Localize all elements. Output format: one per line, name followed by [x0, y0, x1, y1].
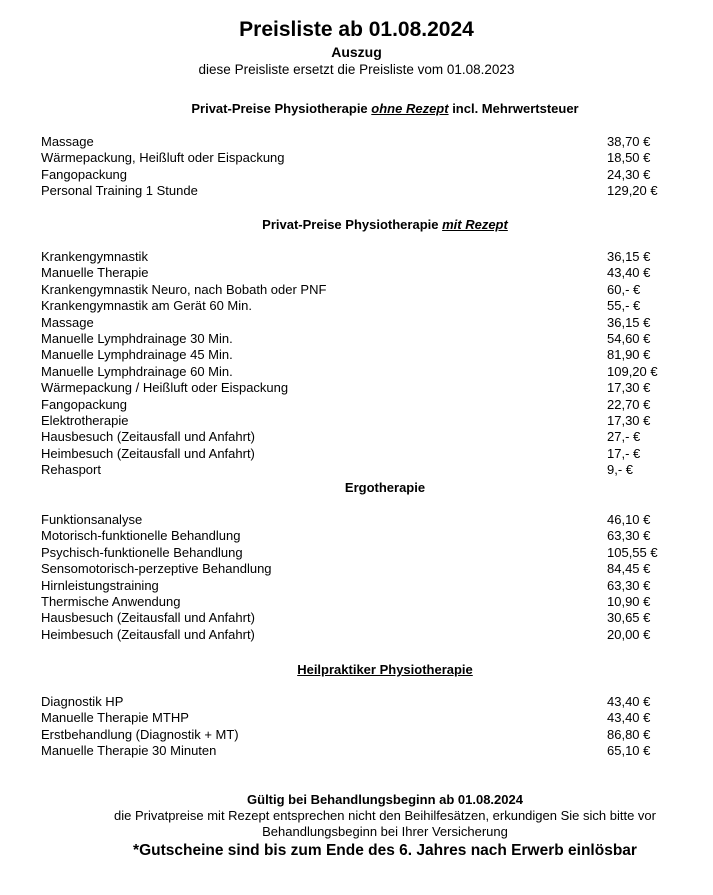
service-price: 36,15 € — [607, 249, 651, 264]
service-price: 27,- € — [607, 429, 641, 445]
service-name: Manuelle Therapie — [41, 265, 149, 281]
service-price: 9,- € — [607, 462, 634, 478]
service-price: 81,90 € — [607, 347, 651, 363]
service-name: Funktionsanalyse — [41, 512, 143, 527]
service-name: Fangopackung — [41, 166, 128, 182]
price-row — [41, 545, 671, 561]
price-row — [41, 380, 671, 396]
service-price: 38,70 € — [607, 134, 651, 149]
price-row — [41, 150, 671, 166]
service-price: 36,15 € — [607, 314, 651, 330]
service-price: 20,00 € — [607, 626, 651, 642]
service-price: 84,45 € — [607, 561, 651, 577]
price-row — [41, 578, 671, 594]
service-price: 105,55 € — [607, 544, 658, 560]
section-heading-privat-mit-rezept — [0, 217, 713, 232]
section-heading-privat-ohne-rezept — [0, 101, 713, 116]
price-row — [41, 331, 671, 347]
price-row — [41, 610, 671, 626]
service-price: 63,30 € — [607, 577, 651, 593]
service-name: Motorisch-funktionelle Behandlung — [41, 528, 241, 544]
heading-emphasis: mit Rezept — [442, 217, 508, 232]
heading-text: Privat-Preise Physiotherapie — [262, 217, 443, 232]
price-row — [41, 743, 671, 759]
service-price: 17,- € — [607, 445, 641, 461]
service-price: 22,70 € — [607, 396, 651, 412]
service-name: Massage — [41, 314, 94, 330]
heading-text: incl. Mehrwertsteuer — [448, 101, 579, 116]
service-name: Krankengymnastik — [41, 249, 148, 264]
service-price: 65,10 € — [607, 743, 651, 759]
voucher-note: *Gutscheine sind bis zum Ende des 6. Jahres nach Erwerb einlösbar — [133, 842, 637, 859]
price-row — [41, 249, 671, 265]
price-row — [41, 315, 671, 331]
service-name: Personal Training 1 Stunde — [41, 183, 198, 199]
price-row — [41, 594, 671, 610]
service-name: Manuelle Lymphdrainage 45 Min. — [41, 347, 233, 363]
price-row — [41, 347, 671, 363]
price-row — [41, 364, 671, 380]
service-name: Manuelle Therapie 30 Minuten — [41, 743, 217, 759]
service-name: Psychisch-funktionelle Behandlung — [41, 544, 243, 560]
service-price: 18,50 € — [607, 150, 651, 166]
price-row — [41, 512, 671, 528]
service-price: 109,20 € — [607, 363, 658, 379]
price-row — [41, 710, 671, 726]
price-row — [41, 727, 671, 743]
service-name: Heimbesuch (Zeitausfall und Anfahrt) — [41, 445, 255, 461]
service-name: Heimbesuch (Zeitausfall und Anfahrt) — [41, 626, 255, 642]
price-row — [41, 694, 671, 710]
service-name: Thermische Anwendung — [41, 593, 181, 609]
service-price: 24,30 € — [607, 166, 651, 182]
insurance-note — [0, 808, 713, 840]
service-name: Krankengymnastik Neuro, nach Bobath oder PNF — [41, 281, 327, 297]
service-price: 46,10 € — [607, 512, 651, 527]
price-row — [41, 298, 671, 314]
page-title: Preisliste ab 01.08.2024 — [239, 18, 474, 41]
service-name: Sensomotorisch-perzeptive Behandlung — [41, 561, 272, 577]
price-row — [41, 282, 671, 298]
service-price: 10,90 € — [607, 593, 651, 609]
section-heading-ergotherapie: Ergotherapie — [344, 480, 426, 495]
service-name: Massage — [41, 134, 94, 149]
service-name: Erstbehandlung (Diagnostik + MT) — [41, 726, 239, 742]
service-price: 129,20 € — [607, 183, 658, 199]
price-row — [41, 134, 671, 150]
service-name: Elektrotherapie — [41, 412, 129, 428]
insurance-note-line: Behandlungsbeginn bei Ihrer Versicherung — [262, 824, 508, 839]
service-name: Fangopackung — [41, 396, 128, 412]
price-row — [41, 183, 671, 199]
price-list-heilpraktiker — [41, 694, 671, 760]
price-row — [41, 167, 671, 183]
service-name: Manuelle Lymphdrainage 60 Min. — [41, 363, 233, 379]
price-list-ergotherapie — [41, 512, 671, 643]
service-price: 86,80 € — [607, 726, 651, 742]
service-price: 17,30 € — [607, 412, 651, 428]
price-list-privat-mit-rezept — [41, 249, 671, 478]
service-name: Rehasport — [41, 462, 101, 478]
price-row — [41, 413, 671, 429]
service-name: Hausbesuch (Zeitausfall und Anfahrt) — [41, 610, 255, 626]
price-row — [41, 265, 671, 281]
service-price: 43,40 € — [607, 694, 651, 709]
price-list-privat-ohne-rezept — [41, 134, 671, 200]
service-price: 54,60 € — [607, 330, 651, 346]
service-price: 43,40 € — [607, 710, 651, 726]
service-name: Wärmepackung, Heißluft oder Eispackung — [41, 150, 285, 166]
price-row — [41, 397, 671, 413]
service-price: 55,- € — [607, 298, 641, 314]
price-row — [41, 528, 671, 544]
section-heading-heilpraktiker — [0, 662, 713, 677]
service-price: 63,30 € — [607, 528, 651, 544]
heading-emphasis: ohne Rezept — [371, 101, 449, 116]
price-row — [41, 627, 671, 643]
price-row — [41, 429, 671, 445]
heading-text: Privat-Preise Physiotherapie — [191, 101, 372, 116]
service-name: Manuelle Lymphdrainage 30 Min. — [41, 330, 233, 346]
price-row — [41, 462, 671, 478]
service-name: Hirnleistungstraining — [41, 577, 159, 593]
validity-note: Gültig bei Behandlungsbeginn ab 01.08.2024 — [247, 792, 523, 807]
service-name: Diagnostik HP — [41, 694, 124, 709]
page-subtitle: Auszug — [331, 44, 382, 60]
service-price: 17,30 € — [607, 380, 651, 396]
service-name: Wärmepackung / Heißluft oder Eispackung — [41, 380, 289, 396]
price-row — [41, 561, 671, 577]
service-price: 43,40 € — [607, 265, 651, 281]
insurance-note-line: die Privatpreise mit Rezept entsprechen nicht den Beihilfesätzen, erkundigen Sie sich bitte vor — [114, 808, 656, 823]
service-name: Hausbesuch (Zeitausfall und Anfahrt) — [41, 429, 255, 445]
service-name: Krankengymnastik am Gerät 60 Min. — [41, 298, 252, 314]
service-name: Manuelle Therapie MTHP — [41, 710, 189, 726]
service-price: 30,65 € — [607, 610, 651, 626]
service-price: 60,- € — [607, 281, 641, 297]
replacement-note: diese Preisliste ersetzt die Preisliste vom 01.08.2023 — [198, 62, 515, 77]
price-row — [41, 446, 671, 462]
heading-text: Heilpraktiker Physiotherapie — [297, 662, 473, 677]
